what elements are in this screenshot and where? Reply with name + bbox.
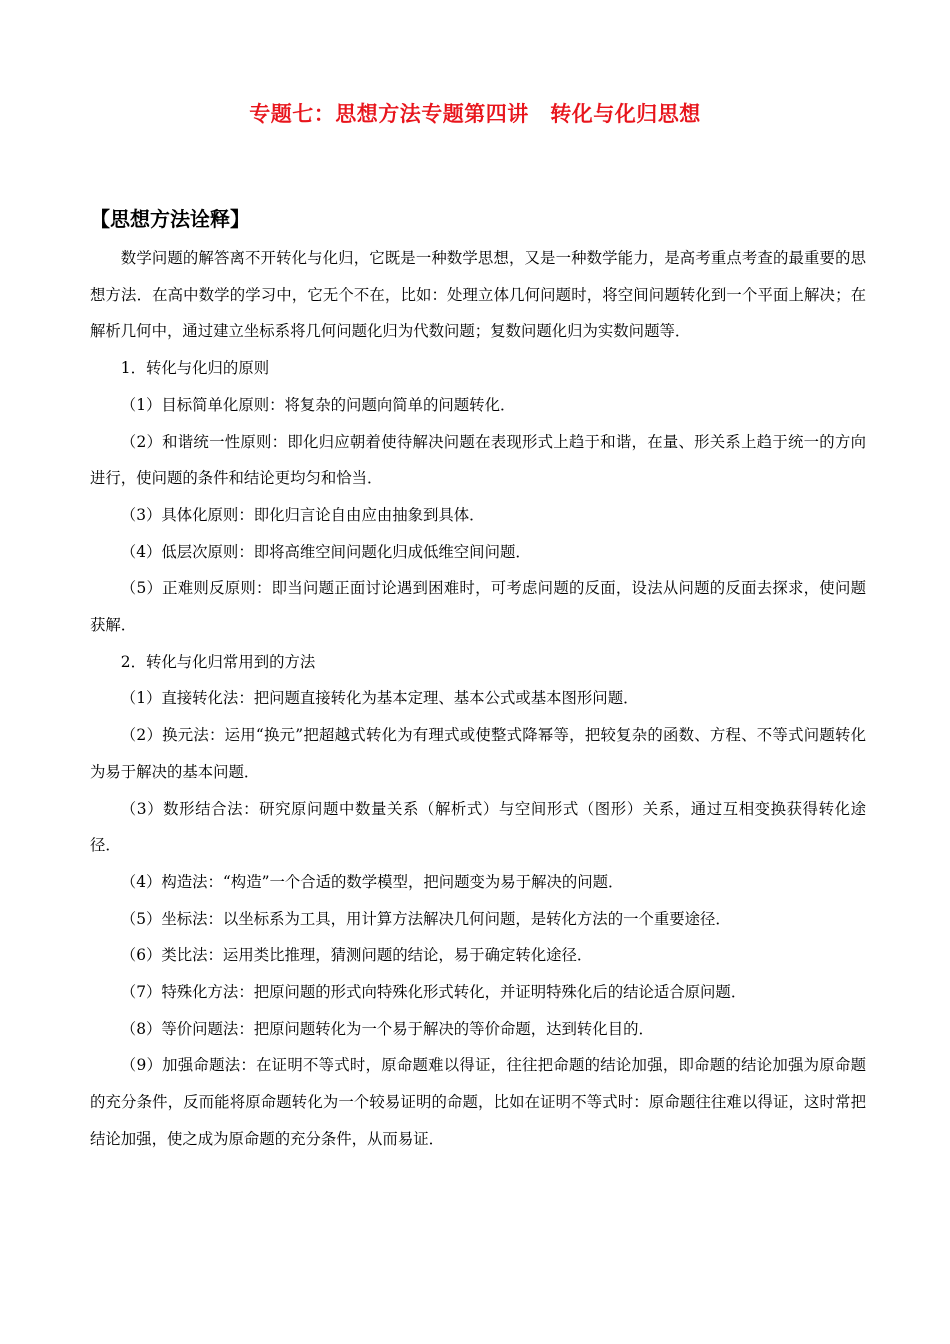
method-item: （2）换元法：运用“换元”把超越式转化为有理式或使整式降幂等，把较复杂的函数、方程、不等式问题转化为易于解决的基本问题． <box>90 726 866 781</box>
section-heading: 【思想方法诠释】 <box>90 207 250 231</box>
methods-heading: 2．转化与化归常用到的方法 <box>120 652 316 671</box>
principle-item: （1）目标简单化原则：将复杂的问题向简单的问题转化． <box>120 395 516 414</box>
method-item: （4）构造法：“构造”一个合适的数学模型，把问题变为易于解决的问题． <box>120 872 624 891</box>
method-item: （8）等价问题法：把原问题转化为一个易于解决的等价命题，达到转化目的． <box>120 1019 654 1038</box>
principles-heading: 1．转化与化归的原则 <box>120 359 270 378</box>
principle-item: （2）和谐统一性原则：即化归应朝着使待解决问题在表现形式上趋于和谐，在量、形关系上趋于统一的方向进行，使问题的条件和结论更均匀和恰当． <box>90 432 866 488</box>
method-item: （6）类比法：运用类比推理，猜测问题的结论，易于确定转化途径． <box>120 946 593 965</box>
method-item: （1）直接转化法：把问题直接转化为基本定理、基本公式或基本图形问题． <box>120 689 639 708</box>
method-item: （9）加强命题法：在证明不等式时，原命题难以得证，往往把命题的结论加强，即命题的结论加强为原命题的充分条件，反而能将原命题转化为一个较易证明的命题，比如在证明不等式时：原命题往往难以得证，这时常把结论加强，使之成为原命题的充分条件，从而易证． <box>90 1056 866 1148</box>
document-title: 专题七：思想方法专题第四讲 转化与化归思想 <box>249 101 701 126</box>
method-item: （3）数形结合法：研究原问题中数量关系（解析式）与空间形式（图形）关系，通过互相变换获得转化途径． <box>90 799 866 855</box>
intro-paragraph: 数学问题的解答离不开转化与化归，它既是一种数学思想，又是一种数学能力，是高考重点考查的最重要的思想方法．在高中数学的学习中，它无个不在，比如：处理立体几何问题时，将空间问题转化到一个平面上解决；在解析几何中，通过建立坐标系将几何问题化归为代数问题；复数问题化归为实数问题等． <box>90 249 866 341</box>
principle-item: （5）正难则反原则：即当问题正面讨论遇到困难时，可考虑问题的反面，设法从问题的反面去探求，使问题获解． <box>90 579 866 635</box>
method-item: （5）坐标法：以坐标系为工具，用计算方法解决几何问题，是转化方法的一个重要途径． <box>120 909 731 928</box>
principle-item: （4）低层次原则：即将高维空间问题化归成低维空间问题． <box>120 542 531 561</box>
document-body <box>90 240 866 1158</box>
principle-item: （3）具体化原则：即化归言论自由应由抽象到具体． <box>120 505 485 524</box>
method-item: （7）特殊化方法：把原问题的形式向特殊化形式转化，并证明特殊化后的结论适合原问题． <box>120 983 747 1002</box>
